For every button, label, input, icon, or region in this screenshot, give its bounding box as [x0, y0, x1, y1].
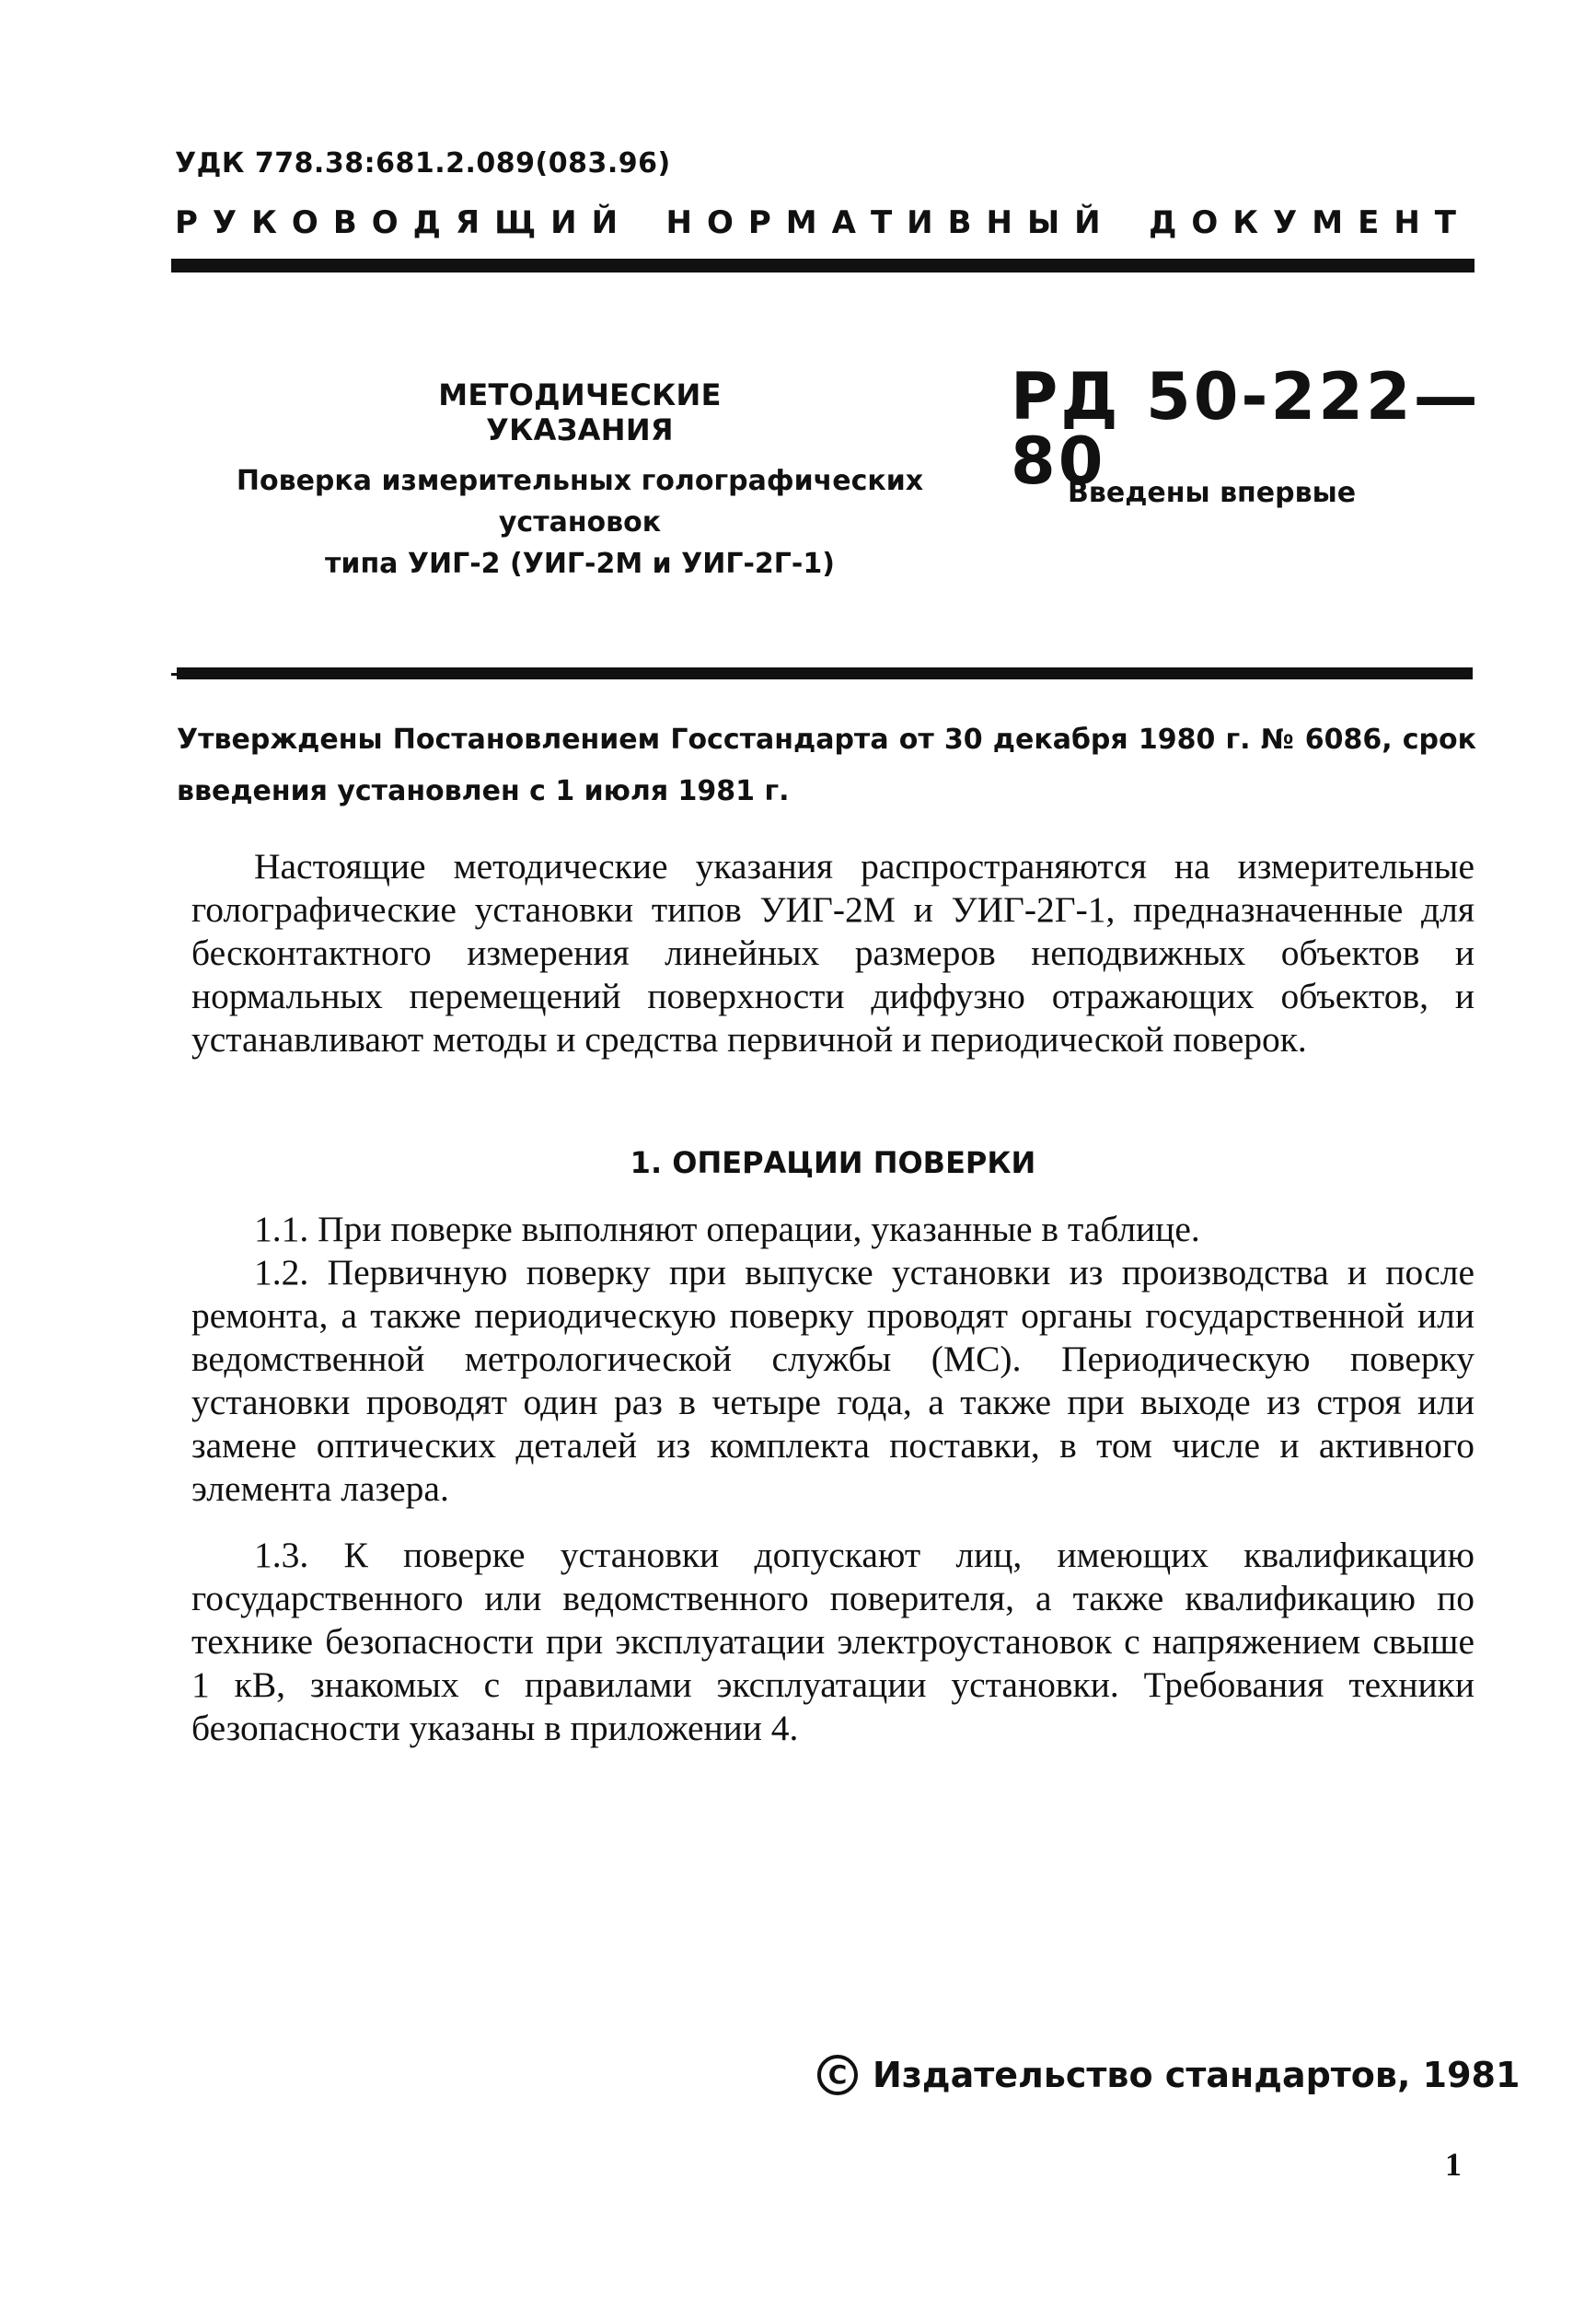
clause-1-3: 1.3. К поверке установки допускают лиц, имеющих квалификацию государственного или ведомственного поверителя, а также квалификацию по технике безопасности при эксплуатации электроустановок с напряжением свыше 1 кВ, знакомых с правилами эксплуатации установки. Требования техники безопасности указаны в приложении 4.	[191, 1535, 1475, 1748]
subtitle-line: Поверка измерительных голографических	[236, 465, 924, 497]
introduction-note: Введены впервые	[1068, 477, 1357, 509]
subtitle-line: типа УИГ-2 (УИГ-2М и УИГ-2Г-1)	[325, 548, 835, 580]
publisher-text: Издательство стандартов, 1981	[873, 2055, 1521, 2095]
middle-rule	[177, 667, 1473, 679]
section-heading: 1. ОПЕРАЦИИ ПОВЕРКИ	[630, 1145, 1036, 1180]
band-word-document: ДОКУМЕНТ	[1149, 204, 1471, 241]
subtitle-line: установок	[498, 506, 662, 539]
top-rule	[171, 259, 1475, 272]
copyright-icon: C	[817, 2055, 858, 2095]
intro-paragraph: Настоящие методические указания распространяются на измерительные голографические установки типов УИГ-2М и УИГ-2Г-1, предназначенные для бесконтактного измерения линейных размеров неподвижных объектов и нормальных перемещений поверхности диффузно отражающих объектов, и устанавливают методы и средства первичной и периодической поверок.	[191, 846, 1475, 1060]
document-subtitle	[235, 460, 925, 585]
document-title: МЕТОДИЧЕСКИЕ УКАЗАНИЯ	[438, 377, 722, 447]
udk-code: УДК 778.38:681.2.089(083.96)	[175, 147, 671, 180]
copyright-line	[817, 2055, 1520, 2095]
approval-statement: Утверждены Постановлением Госстандарта от 30 декабря 1980 г. № 6086, срок введения установлен с 1 июля 1981 г.	[177, 724, 1476, 807]
band-word-guiding: РУКОВОДЯЩИЙ	[175, 204, 633, 241]
document-number: РД 50-222—80	[1011, 359, 1481, 499]
clause-1-2: 1.2. Первичную поверку при выпуске установки из производства и после ремонта, а также периодическую поверку проводят органы государственной или ведомственной метрологической службы (МС). Периодическую поверку установки проводят один раз в четыре года, а также при выходе из строя или замене оптических деталей из комплекта поставки, в том числе и активного элемента лазера.	[191, 1252, 1475, 1509]
document-type-band	[175, 204, 1471, 241]
page-number: 1	[1445, 2146, 1462, 2183]
clause-1-1: 1.1. При поверке выполняют операции, указанные в таблице.	[254, 1209, 1200, 1249]
band-word-normative: НОРМАТИВНЫЙ	[665, 204, 1116, 241]
